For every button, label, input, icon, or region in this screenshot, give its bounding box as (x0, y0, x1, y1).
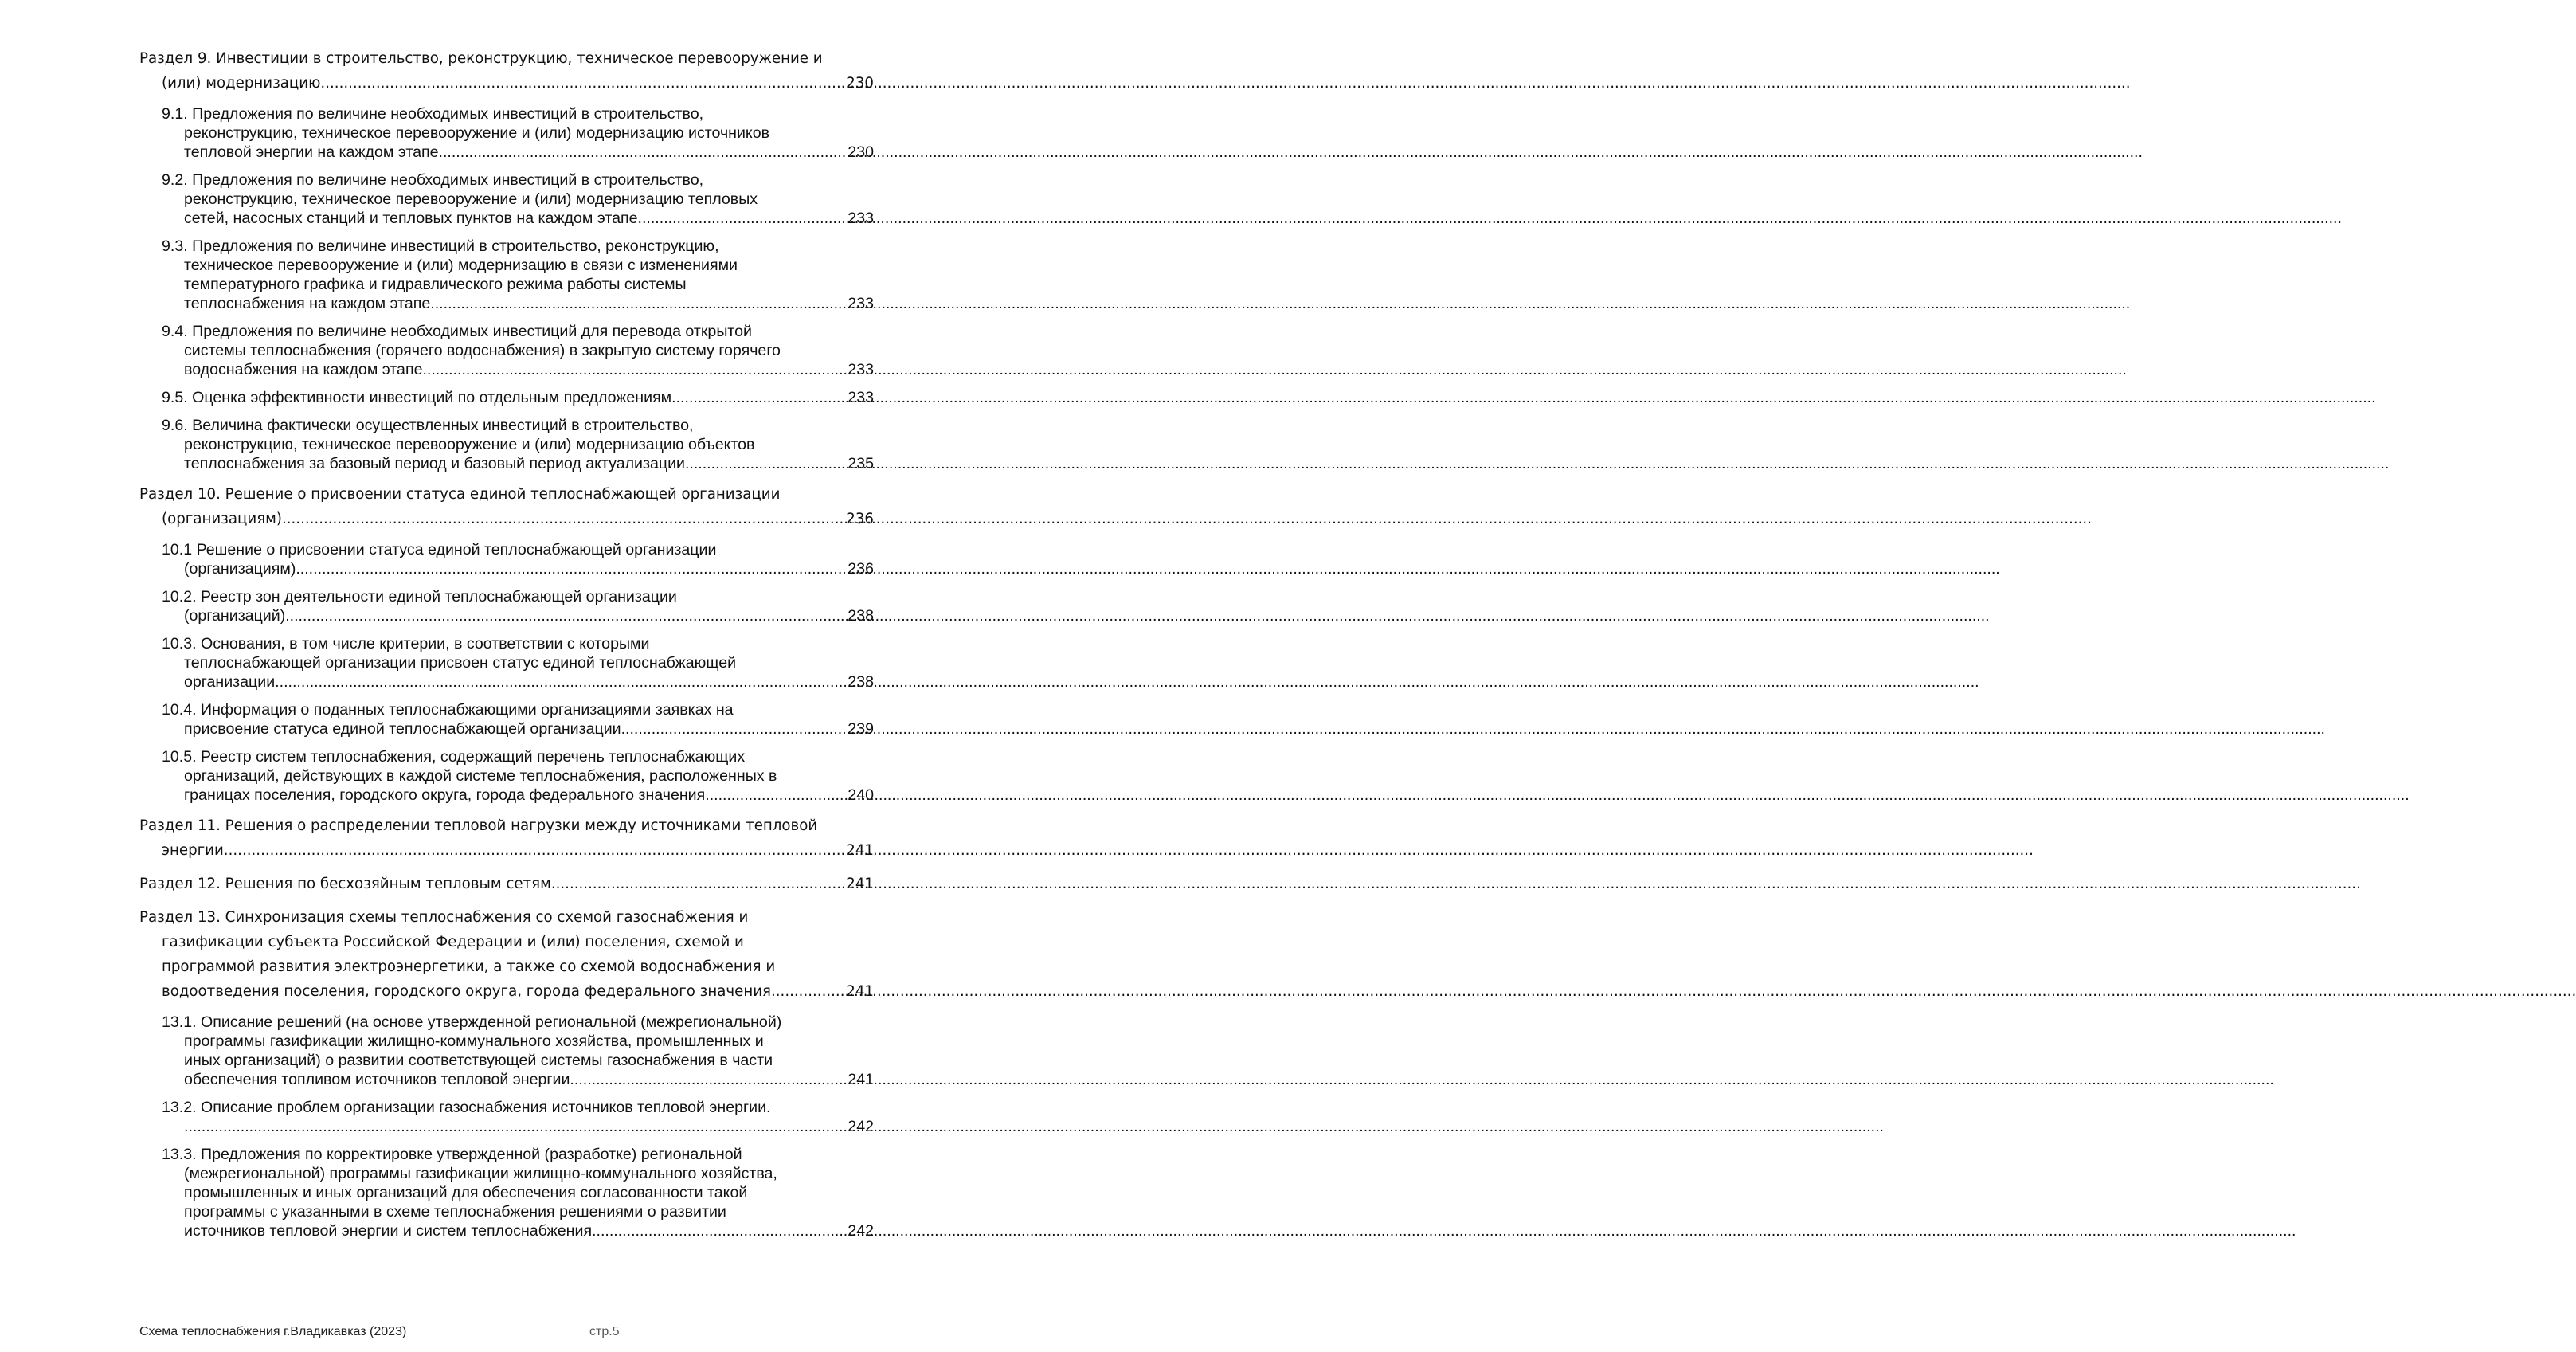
toc-entry-last-line (139, 71, 874, 96)
toc-page-number: 236 (846, 511, 874, 527)
toc-entry-line: 10.5. Реестр систем теплоснабжения, содержащий перечень теплоснабжающих (162, 748, 746, 766)
toc-entry-text: 9.5. Оценка эффективности инвестиций по отдельным предложениям. (162, 389, 676, 406)
toc-page-number: 233 (848, 210, 874, 227)
toc-entry-line: 13.3. Предложения по корректировке утвержденной (разработке) региональной (162, 1146, 742, 1163)
toc-entry-line: реконструкцию, техническое перевооружение и (или) модернизацию тепловых (184, 190, 758, 208)
toc-entry-last-line (162, 719, 874, 739)
toc-page-number: 230 (846, 75, 874, 92)
toc-entry-last-line (162, 1117, 874, 1136)
dot-leader (556, 872, 846, 896)
toc-entry-last-line (162, 606, 874, 625)
toc-section-entry[interactable] (139, 46, 874, 96)
document-page (0, 0, 956, 1352)
toc-entry-line: 13.2. Описание проблем организации газоснабжения источников тепловой энергии. (162, 1099, 771, 1116)
toc-entry-last-line (162, 672, 874, 692)
toc-subsection-entry[interactable] (139, 700, 874, 739)
toc-entry-line: реконструкцию, техническое перевооружение и (или) модернизацию источников (184, 124, 770, 142)
toc-page-number: 230 (848, 143, 874, 161)
toc-entry-line: программой развития электроэнергетики, а также со схемой водоснабжения и (162, 958, 776, 975)
toc-entry-text: тепловой энергии на каждом этапе. (184, 143, 443, 161)
dot-leader (574, 1070, 847, 1089)
toc-subsection-entry[interactable] (139, 104, 874, 162)
toc-entry-line: иных организаций) о развитии соответствующей системы газоснабжения в части (184, 1052, 773, 1069)
toc-entry-last-line (162, 388, 874, 407)
toc-entry-last-line (162, 294, 874, 313)
toc-entry-last-line (162, 1221, 874, 1240)
dot-leader (229, 838, 846, 863)
toc-entry-line: Раздел 9. Инвестиции в строительство, реконструкцию, техническое перевооружение и (139, 50, 823, 67)
dot-leader (443, 143, 847, 162)
dot-leader (642, 209, 847, 228)
dot-leader (689, 454, 847, 473)
toc-entry-last-line (139, 838, 874, 863)
toc-entry-text: Раздел 12. Решения по бесхозяйным тепловым сетям. (139, 876, 556, 892)
toc-entry-line: промышленных и иных организаций для обеспечения согласованности такой (184, 1184, 748, 1201)
dot-leader (280, 672, 848, 692)
toc-subsection-entry[interactable] (139, 747, 874, 805)
toc-page-number: 238 (848, 673, 874, 691)
dot-leader (597, 1221, 848, 1240)
toc-subsection-entry[interactable] (139, 170, 874, 228)
toc-subsection-entry[interactable] (139, 1013, 874, 1089)
toc-page-number: 242 (848, 1222, 874, 1240)
dot-leader (710, 786, 848, 805)
toc-entry-last-line (139, 979, 874, 1004)
dot-leader (430, 294, 847, 313)
toc-entry-text: водоснабжения на каждом этапе. (184, 361, 427, 378)
toc-entry-text: (организациям). (184, 560, 300, 578)
toc-entry-line: техническое перевооружение и (или) модернизацию в связи с изменениями (184, 257, 738, 274)
toc-entry-line: газификации субъекта Российской Федерации и (или) поселения, схемой и (162, 934, 744, 950)
dot-leader (184, 1117, 847, 1136)
footer-document-title: Схема теплоснабжения г.Владикавказ (2023) (139, 1325, 407, 1338)
toc-entry-line: 9.4. Предложения по величине необходимых инвестиций для перевода открытой (162, 323, 753, 340)
dot-leader (300, 559, 848, 578)
toc-entry-line: Раздел 11. Решения о распределении тепловой нагрузки между источниками тепловой (139, 817, 818, 834)
toc-entry-line: 9.2. Предложения по величине необходимых инвестиций в строительство, (162, 171, 704, 189)
toc-entry-last-line (139, 872, 874, 896)
toc-entry-text: присвоение статуса единой теплоснабжающей организации. (184, 720, 626, 738)
dot-leader (625, 719, 847, 739)
toc-subsection-entry[interactable] (139, 1098, 874, 1136)
toc-page-number: 239 (848, 720, 874, 738)
toc-entry-text: источников тепловой энергии и систем теплоснабжения. (184, 1222, 597, 1240)
toc-entry-line: 10.1 Решение о присвоении статуса единой теплоснабжающей организации (162, 541, 717, 558)
toc-page-number: 233 (848, 389, 874, 406)
toc-entry-line: реконструкцию, техническое перевооружение и (или) модернизацию объектов (184, 436, 755, 453)
toc-section-entry[interactable] (139, 905, 874, 1004)
toc-entry-line: программы с указанными в схеме теплоснабжения решениями о развитии (184, 1203, 726, 1221)
toc-entry-last-line (139, 507, 874, 531)
dot-leader (290, 606, 848, 625)
toc-entry-line: 10.2. Реестр зон деятельности единой теплоснабжающей организации (162, 588, 677, 605)
toc-entry-last-line (162, 559, 874, 578)
toc-page-number: 241 (846, 876, 874, 892)
toc-subsection-entry[interactable] (139, 237, 874, 313)
dot-leader (325, 71, 845, 96)
toc-entry-line: 9.1. Предложения по величине необходимых инвестиций в строительство, (162, 105, 704, 123)
toc-entry-line: температурного графика и гидравлического режима работы системы (184, 276, 687, 293)
toc-entry-text: сетей, насосных станций и тепловых пунктов на каждом этапе. (184, 210, 642, 227)
toc-section-entry[interactable] (139, 482, 874, 531)
toc-entry-text: (организациям). (162, 511, 287, 527)
toc-subsection-entry[interactable] (139, 416, 874, 473)
toc-page-number: 241 (846, 983, 874, 1000)
toc-entry-line: 13.1. Описание решений (на основе утвержденной региональной (межрегиональной) (162, 1013, 782, 1031)
toc-entry-last-line (162, 786, 874, 805)
toc-entry-text: водоотведения поселения, городского округа, города федерального значения (162, 983, 771, 1000)
toc-section-entry[interactable] (139, 872, 874, 896)
toc-section-entry[interactable] (139, 813, 874, 863)
toc-entry-text: обеспечения топливом источников тепловой энергии. (184, 1071, 574, 1088)
toc-entry-line: (межрегиональной) программы газификации жилищно-коммунального хозяйства, (184, 1165, 777, 1182)
table-of-contents (139, 46, 874, 1240)
toc-entry-text: (организаций). (184, 607, 290, 625)
toc-page-number: 242 (848, 1118, 874, 1135)
toc-subsection-entry[interactable] (139, 322, 874, 379)
toc-entry-last-line (162, 143, 874, 162)
toc-page-number: 241 (846, 842, 874, 859)
footer-page-number: стр.5 (589, 1325, 620, 1338)
toc-entry-text: (или) модернизацию. (162, 75, 326, 92)
toc-page-number: 236 (848, 560, 874, 578)
toc-entry-last-line (162, 360, 874, 379)
toc-subsection-entry[interactable] (139, 587, 874, 625)
toc-entry-line: 10.4. Информация о поданных теплоснабжающими организациями заявках на (162, 701, 734, 719)
toc-page-number: 241 (848, 1071, 874, 1088)
toc-entry-text: теплоснабжения на каждом этапе (184, 295, 431, 312)
toc-subsection-entry[interactable] (139, 1145, 874, 1240)
toc-page-number: 240 (848, 786, 874, 804)
toc-subsection-entry[interactable] (139, 540, 874, 578)
toc-entry-line: организаций, действующих в каждой системе теплоснабжения, расположенных в (184, 767, 777, 785)
toc-entry-line: 9.3. Предложения по величине инвестиций в строительство, реконструкцию, (162, 237, 719, 255)
toc-entry-last-line (162, 1070, 874, 1089)
toc-entry-last-line (162, 454, 874, 473)
dot-leader (427, 360, 847, 379)
toc-entry-text: теплоснабжения за базовый период и базовый период актуализации. (184, 455, 690, 472)
toc-page-number: 233 (848, 295, 874, 312)
dot-leader (771, 979, 845, 1004)
dot-leader (676, 388, 848, 407)
toc-entry-line: системы теплоснабжения (горячего водоснабжения) в закрытую систему горячего (184, 342, 781, 359)
toc-page-number: 233 (848, 361, 874, 378)
toc-entry-last-line (162, 209, 874, 228)
toc-entry-line: 9.6. Величина фактически осуществленных инвестиций в строительство, (162, 417, 694, 434)
dot-leader (287, 507, 846, 531)
toc-entry-line: теплоснабжающей организации присвоен статус единой теплоснабжающей (184, 654, 737, 672)
toc-entry-text: организации. (184, 673, 280, 691)
toc-subsection-entry[interactable] (139, 634, 874, 692)
toc-entry-line: программы газификации жилищно-коммунального хозяйства, промышленных и (184, 1033, 764, 1050)
toc-subsection-entry[interactable] (139, 388, 874, 407)
toc-entry-text: энергии. (162, 842, 229, 859)
toc-entry-line: Раздел 13. Синхронизация схемы теплоснабжения со схемой газоснабжения и (139, 909, 749, 926)
toc-entry-text: границах поселения, городского округа, города федерального значения. (184, 786, 710, 804)
toc-entry-line: Раздел 10. Решение о присвоении статуса единой теплоснабжающей организации (139, 486, 781, 503)
toc-entry-line: 10.3. Основания, в том числе критерии, в соответствии с которыми (162, 635, 650, 652)
toc-page-number: 235 (848, 455, 874, 472)
toc-page-number: 238 (848, 607, 874, 625)
